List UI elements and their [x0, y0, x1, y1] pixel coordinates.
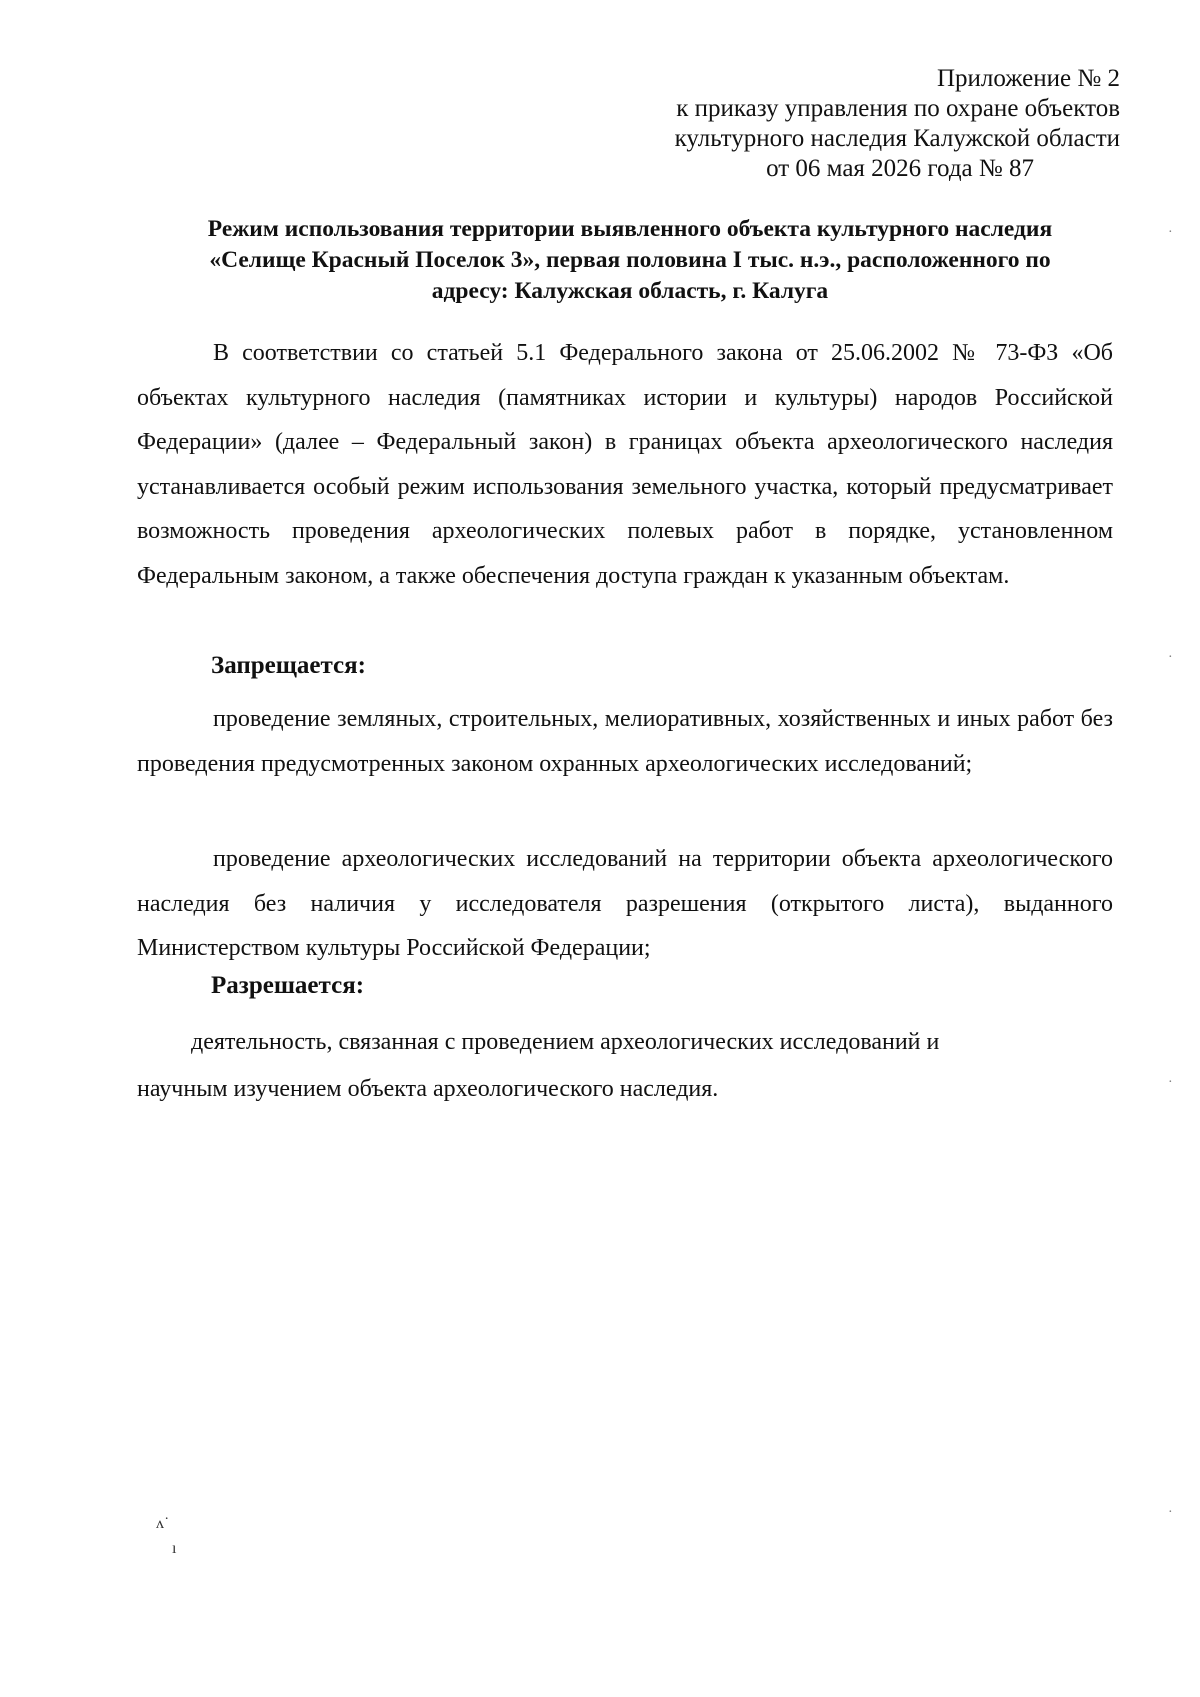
intro-paragraph: В соответствии со статьей 5.1 Федерального закона от 25.06.2002 № 73-ФЗ «Об объектах культурного наследия (памятниках истории и культуры) народов Российской Федерации» (далее – Федеральный закон) в границах объекта археологического наследия устанавливается особый режим использования земельного участка, который предусматривает возможность проведения археологических полевых работ в порядке, установленном Федеральным законом, а также обеспечения доступа граждан к указанным объектам.: [137, 340, 1113, 589]
appendix-header: [500, 64, 1120, 184]
scan-mark: ·: [1168, 225, 1173, 240]
title-line-2: «Селище Красный Поселок 3», первая половина I тыс. н.э., расположенного по: [209, 247, 1051, 273]
document-title: [140, 214, 1120, 307]
scan-mark: ı: [172, 1540, 177, 1557]
scan-mark: ·: [1168, 1505, 1173, 1520]
allowed-heading: Разрешается:: [211, 972, 365, 999]
prohibited-heading: Запрещается:: [211, 652, 367, 679]
allowed-line-1: деятельность, связанная с проведением археологических исследований и: [191, 1029, 940, 1055]
appendix-date: от 06 мая 2026 года № 87: [766, 155, 1034, 182]
appendix-number: Приложение № 2: [936, 65, 1120, 92]
appendix-order-ref: к приказу управления по охране объектов: [676, 95, 1120, 122]
prohibited-item-1: проведение земляных, строительных, мелиоративных, хозяйственных и иных работ без проведения предусмотренных законом охранных археологических исследований;: [137, 706, 1113, 777]
allowed-line-2: научным изучением объекта археологического наследия.: [137, 1076, 719, 1102]
prohibited-item-2: проведение археологических исследований на территории объекта археологического наследия без наличия у исследователя разрешения (открытого листа), выданного Министерством культуры Российской Федерации;: [137, 846, 1113, 961]
scan-mark: ʌ˙: [156, 1515, 170, 1532]
scan-mark: ·: [1168, 1075, 1173, 1090]
scan-mark: ·: [1168, 650, 1173, 665]
appendix-authority: культурного наследия Калужской области: [674, 125, 1120, 152]
title-line-3: адресу: Калужская область, г. Калуга: [431, 278, 829, 304]
allowed-paragraph: [137, 1019, 1113, 1113]
title-line-1: Режим использования территории выявленного объекта культурного наследия: [207, 216, 1053, 242]
